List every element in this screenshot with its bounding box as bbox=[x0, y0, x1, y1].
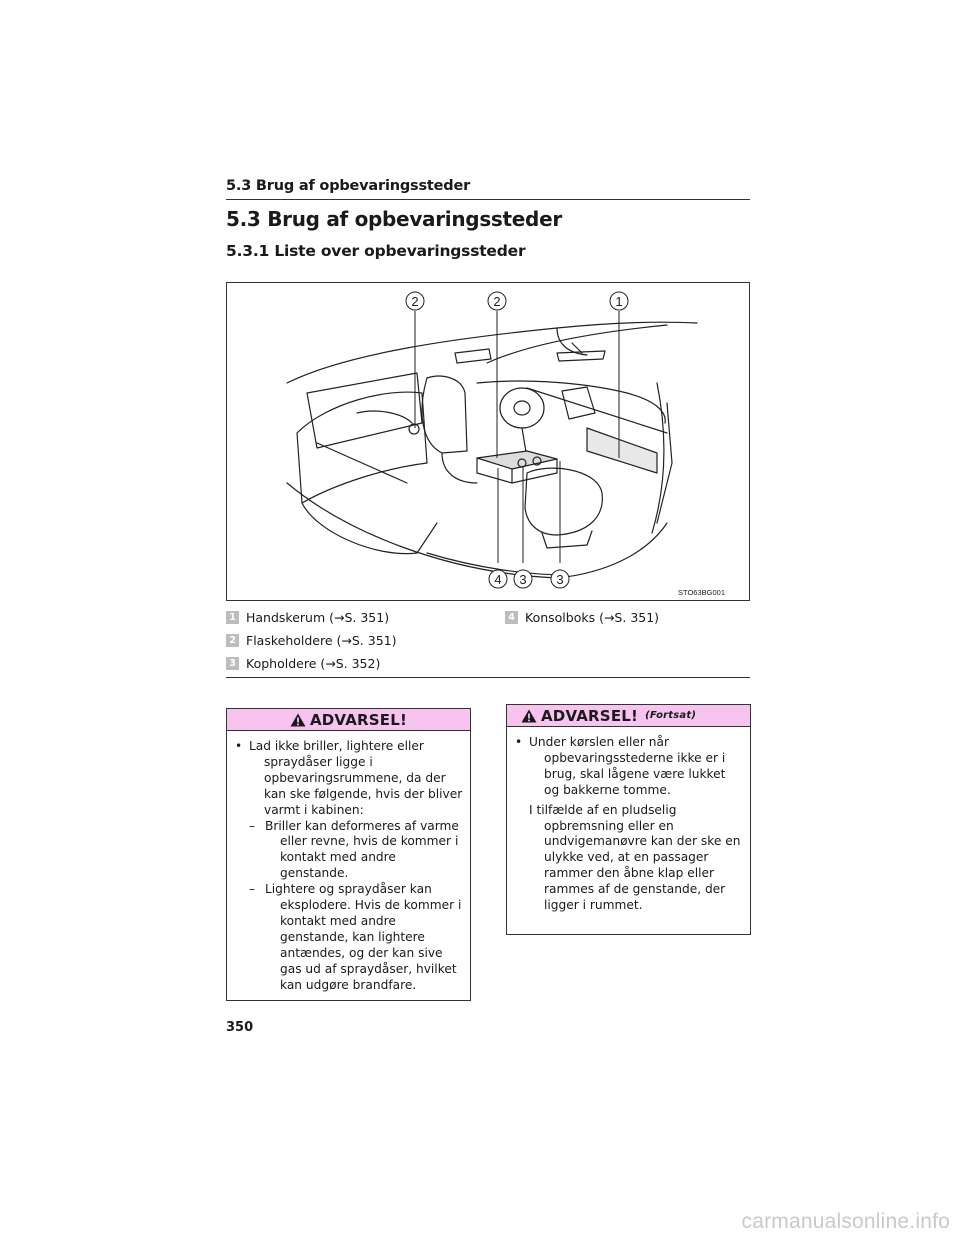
watermark: carmanualsonline.info bbox=[741, 1210, 950, 1233]
warning-bullet bbox=[513, 735, 744, 799]
section-title: 5.3 Brug af opbevaringssteder bbox=[226, 207, 562, 231]
legend-item-3 bbox=[226, 656, 380, 671]
page-number: 350 bbox=[226, 1020, 254, 1035]
warning-continued-label: (Fortsat) bbox=[645, 710, 697, 721]
legend-text: Flaskeholdere (→S. 351) bbox=[246, 633, 397, 648]
car-interior-drawing bbox=[227, 283, 749, 600]
warning-bottom-spacer bbox=[513, 914, 744, 928]
warning-dash-text: Lightere og spraydåser kan eksplodere. Hvis de kommer i kontakt med andre genstande, kan lightere antændes, og der kan sive gas ud af spraydåser, hvilket kan udgøre brandfare. bbox=[265, 882, 462, 992]
dash-mark: – bbox=[249, 818, 256, 833]
legend-number-badge: 2 bbox=[226, 634, 239, 647]
warning-dash-item bbox=[249, 882, 464, 993]
header-rule bbox=[226, 199, 750, 200]
legend-number-badge: 4 bbox=[505, 611, 518, 624]
callout-top-3: 1 bbox=[615, 294, 623, 309]
legend-rule bbox=[226, 677, 750, 678]
warning-bullet-text: • Under kørslen eller når opbevaringsstederne ikke er i brug, skal lågene være lukket og bakkerne tomme. bbox=[529, 735, 726, 797]
subsection-title: 5.3.1 Liste over opbevaringssteder bbox=[226, 242, 526, 260]
warning-title: ADVARSEL! bbox=[309, 710, 408, 729]
legend-text: Handskerum (→S. 351) bbox=[246, 610, 390, 625]
legend-number-badge: 3 bbox=[226, 657, 239, 670]
warning-dash-text: Briller kan deformeres af varme eller revne, hvis de kommer i kontakt med andre genstande. bbox=[265, 818, 459, 881]
warning-header bbox=[507, 705, 750, 727]
warning-dash-item bbox=[249, 819, 464, 883]
callout-bottom-3: 3 bbox=[556, 572, 564, 587]
running-header: 5.3 Brug af opbevaringssteder bbox=[226, 178, 471, 194]
warning-box-right bbox=[506, 704, 751, 935]
callout-bottom-2: 3 bbox=[519, 572, 527, 587]
warning-box-left bbox=[226, 708, 471, 1001]
warning-header bbox=[227, 709, 470, 731]
figure-code: STO63BG001 bbox=[678, 588, 725, 597]
legend-item-4 bbox=[505, 610, 659, 625]
dash-mark: – bbox=[249, 882, 256, 897]
warning-triangle-icon bbox=[290, 713, 306, 727]
legend-number-badge: 1 bbox=[226, 611, 239, 624]
warning-bullet bbox=[233, 739, 464, 819]
legend-item-1 bbox=[226, 610, 389, 625]
legend-text: Kopholdere (→S. 352) bbox=[246, 656, 381, 671]
warning-title: ADVARSEL! bbox=[541, 706, 639, 725]
callout-bottom-1: 4 bbox=[494, 572, 502, 587]
legend-text: Konsolboks (→S. 351) bbox=[525, 610, 660, 625]
warning-paragraph: I tilfælde af en pludselig opbremsning eller en undvigemanøvre kan der ske en ulykke ved, at en passager rammer den åbne klap eller rammes af de genstande, der ligger i rummet. bbox=[529, 802, 741, 913]
interior-illustration bbox=[226, 282, 750, 601]
callout-top-1: 2 bbox=[411, 294, 419, 309]
legend-item-2 bbox=[226, 633, 396, 648]
warning-bullet-text: • Lad ikke briller, lightere eller spraydåser ligge i opbevaringsrummene, da der kan ske følgende, hvis der bliver varmt i kabinen: bbox=[249, 739, 463, 817]
callout-top-2: 2 bbox=[493, 294, 501, 309]
warning-body bbox=[227, 731, 470, 1000]
warning-body bbox=[507, 727, 750, 934]
warning-triangle-icon bbox=[521, 709, 537, 723]
